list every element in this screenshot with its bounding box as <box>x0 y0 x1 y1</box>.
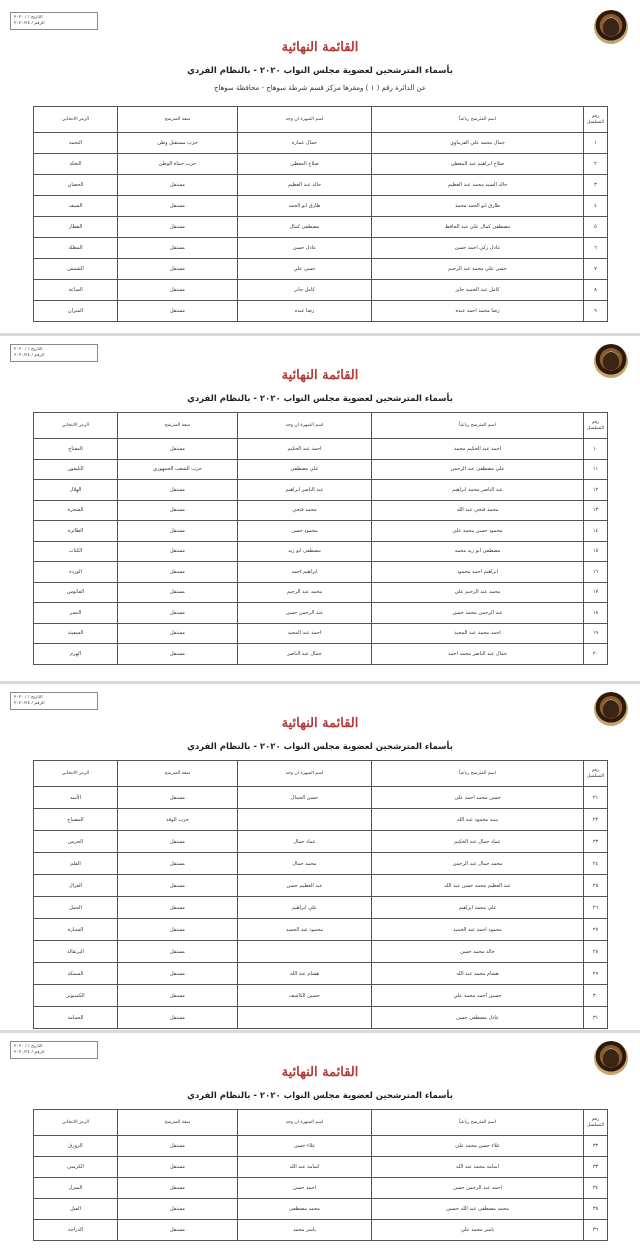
table-row <box>34 238 608 259</box>
column-header-no: رقم التسلسل <box>584 413 608 439</box>
election-symbol-cell: النجمة <box>34 133 118 154</box>
candidate-status-cell: مستقل <box>118 562 238 583</box>
page-title: القائمة النهائية <box>281 40 359 55</box>
election-symbol-cell: القطار <box>34 217 118 238</box>
election-symbol-cell: الحصان <box>34 175 118 196</box>
serial-number-cell: ١٢ <box>584 480 608 501</box>
nickname-cell: رضا عبده <box>238 301 372 322</box>
candidate-name-cell: عماد جمال عبد الحكيم <box>372 831 584 853</box>
column-header-nickname: اسم الشهرة ان وجد <box>238 107 372 133</box>
nickname-cell: محمد مصطفى <box>238 1199 372 1220</box>
election-symbol-cell: المفتاح <box>34 439 118 460</box>
document-page-3 <box>0 686 640 1026</box>
stamp-date: التاريخ / / ٢٠٢٠ <box>14 15 43 20</box>
nickname-cell: طارق ابو الحمد <box>238 196 372 217</box>
nickname-cell: عماد جمال <box>238 831 372 853</box>
table-row <box>34 1136 608 1157</box>
serial-number-cell: ٨ <box>584 280 608 301</box>
serial-number-cell: ١٦ <box>584 562 608 583</box>
nickname-cell: محمد عبد الرحيم <box>238 582 372 603</box>
candidate-status-cell: مستقل <box>118 217 238 238</box>
nickname-cell: محمد جمال <box>238 853 372 875</box>
candidate-status-cell: حزب حماة الوطن <box>118 154 238 175</box>
serial-number-cell: ٣٦ <box>584 1220 608 1241</box>
election-symbol-cell: المصباح <box>34 809 118 831</box>
page-subtitle: بأسماء المترشحين لعضوية مجلس النواب ٢٠٢٠ - بالنظام الفردي <box>187 66 453 76</box>
nickname-cell: حسن علي <box>238 259 372 280</box>
candidate-name-cell: سيد محمود عبد الله <box>372 809 584 831</box>
reference-stamp <box>10 1041 98 1059</box>
election-symbol-cell: السيف <box>34 196 118 217</box>
serial-number-cell: ٢٢ <box>584 809 608 831</box>
table-header-row <box>34 1110 608 1136</box>
candidate-name-cell: خالد السيد محمد عبد العظيم <box>372 175 584 196</box>
candidate-name-cell: احمد عبد الرحمن حسن <box>372 1178 584 1199</box>
table-row <box>34 919 608 941</box>
election-symbol-cell: الشجرة <box>34 500 118 521</box>
candidate-name-cell: احمد عبد الحكيم محمد <box>372 439 584 460</box>
serial-number-cell: ٣٠ <box>584 985 608 1007</box>
table-row <box>34 175 608 196</box>
election-symbol-cell: القلم <box>34 853 118 875</box>
reference-stamp <box>10 344 98 362</box>
page-separator <box>0 1030 640 1033</box>
candidates-table <box>33 106 608 322</box>
document-page-1 <box>0 0 640 330</box>
candidate-status-cell: مستقل <box>118 603 238 624</box>
nickname-cell: عادل حسن <box>238 238 372 259</box>
column-header-adjective: صفة المترشح <box>118 107 238 133</box>
page-subtitle: بأسماء المترشحين لعضوية مجلس النواب ٢٠٢٠ - بالنظام الفردي <box>187 1091 453 1101</box>
nickname-cell <box>238 941 372 963</box>
table-row <box>34 541 608 562</box>
candidate-name-cell: ابراهيم احمد محمود <box>372 562 584 583</box>
serial-number-cell: ٢٦ <box>584 897 608 919</box>
nickname-cell: عبد الرحمن حسن <box>238 603 372 624</box>
nickname-cell: مصطفى ابو زيد <box>238 541 372 562</box>
stamp-number: الرقم / ٢٠٢٠/٢٤ <box>14 700 45 706</box>
table-row <box>34 154 608 175</box>
table-row <box>34 196 608 217</box>
candidate-name-cell: مصطفى كمال علي عبد الحافظ <box>372 217 584 238</box>
column-header-no: رقم التسلسل <box>584 107 608 133</box>
candidate-name-cell: صلاح ابراهيم عبد المعطي <box>372 154 584 175</box>
nickname-cell: حسين الكاشف <box>238 985 372 1007</box>
candidate-status-cell: مستقل <box>118 831 238 853</box>
election-symbol-cell: النسر <box>34 603 118 624</box>
serial-number-cell: ٩ <box>584 301 608 322</box>
candidate-name-cell: عبد العظيم محمد حسن عبد الله <box>372 875 584 897</box>
candidate-name-cell: محمد عبد الرحيم علي <box>372 582 584 603</box>
nickname-cell: مصطفى كمال <box>238 217 372 238</box>
serial-number-cell: ٢٨ <box>584 941 608 963</box>
candidate-name-cell: جمال محمد علي الفرماوي <box>372 133 584 154</box>
table-row <box>34 301 608 322</box>
election-symbol-cell: الميزان <box>34 301 118 322</box>
election-symbol-cell: الهرم <box>34 644 118 665</box>
election-symbol-cell: الطائرة <box>34 521 118 542</box>
table-row <box>34 439 608 460</box>
table-row <box>34 1178 608 1199</box>
election-symbol-cell: الشمس <box>34 259 118 280</box>
serial-number-cell: ١٥ <box>584 541 608 562</box>
candidate-name-cell: حسن محمد احمد علي <box>372 787 584 809</box>
nickname-cell: هشام عبد الله <box>238 963 372 985</box>
candidate-status-cell: مستقل <box>118 985 238 1007</box>
candidate-status-cell: مستقل <box>118 280 238 301</box>
serial-number-cell: ٧ <box>584 259 608 280</box>
nickname-cell: عبد الناصر ابراهيم <box>238 480 372 501</box>
election-symbol-cell: الجمل <box>34 897 118 919</box>
table-row <box>34 562 608 583</box>
nickname-cell: اسامة عبد الله <box>238 1157 372 1178</box>
serial-number-cell: ٢٧ <box>584 919 608 941</box>
table-row <box>34 1007 608 1029</box>
candidate-name-cell: اسامة محمد عبد الله <box>372 1157 584 1178</box>
table-row <box>34 480 608 501</box>
candidate-status-cell: مستقل <box>118 439 238 460</box>
reference-stamp <box>10 692 98 710</box>
candidate-status-cell: حزب الوفد <box>118 809 238 831</box>
election-symbol-cell: النخلة <box>34 154 118 175</box>
column-header-no: رقم التسلسل <box>584 761 608 787</box>
candidate-status-cell: مستقل <box>118 853 238 875</box>
election-symbol-cell: الوردة <box>34 562 118 583</box>
table-header-row <box>34 413 608 439</box>
nickname-cell: حسن الجمال <box>238 787 372 809</box>
election-symbol-cell: السيارة <box>34 919 118 941</box>
candidate-status-cell: مستقل <box>118 238 238 259</box>
serial-number-cell: ١٣ <box>584 500 608 521</box>
serial-number-cell: ٢٠ <box>584 644 608 665</box>
stamp-date: التاريخ / / ٢٠٢٠ <box>14 347 43 352</box>
nickname-cell <box>238 1007 372 1029</box>
candidate-status-cell: مستقل <box>118 541 238 562</box>
election-symbol-cell: الهلال <box>34 480 118 501</box>
candidate-status-cell: مستقل <box>118 582 238 603</box>
nickname-cell: صلاح المعطي <box>238 154 372 175</box>
candidate-name-cell: هشام محمد عبد الله <box>372 963 584 985</box>
candidate-status-cell: مستقل <box>118 259 238 280</box>
candidate-name-cell: ياسر محمد علي <box>372 1220 584 1241</box>
table-row <box>34 603 608 624</box>
page-subtitle: بأسماء المترشحين لعضوية مجلس النواب ٢٠٢٠ - بالنظام الفردي <box>187 742 453 752</box>
table-row <box>34 459 608 480</box>
serial-number-cell: ١٠ <box>584 439 608 460</box>
candidate-status-cell: مستقل <box>118 196 238 217</box>
election-symbol-cell: المظلة <box>34 238 118 259</box>
candidate-name-cell: محمود حسن محمد علي <box>372 521 584 542</box>
serial-number-cell: ٢٥ <box>584 875 608 897</box>
candidate-name-cell: محمد مصطفى عبد الله حسين <box>372 1199 584 1220</box>
election-symbol-cell: السمكة <box>34 963 118 985</box>
serial-number-cell: ٢ <box>584 154 608 175</box>
candidate-name-cell: عبد الرحمن محمد حسن <box>372 603 584 624</box>
nickname-cell <box>238 809 372 831</box>
nickname-cell: ابراهيم احمد <box>238 562 372 583</box>
serial-number-cell: ٣٤ <box>584 1178 608 1199</box>
table-row <box>34 1157 608 1178</box>
nickname-cell: علاء حسن <box>238 1136 372 1157</box>
document-page-4 <box>0 1035 640 1250</box>
column-header-symbol: الرمز الانتخابي <box>34 1110 118 1136</box>
nickname-cell: علي ابراهيم <box>238 897 372 919</box>
table-header-row <box>34 107 608 133</box>
document-page-2 <box>0 338 640 673</box>
table-row <box>34 280 608 301</box>
election-symbol-cell: الجرس <box>34 831 118 853</box>
serial-number-cell: ٢٩ <box>584 963 608 985</box>
candidate-name-cell: حسين احمد محمد علي <box>372 985 584 1007</box>
candidate-name-cell: عبد الناصر محمد ابراهيم <box>372 480 584 501</box>
column-header-nickname: اسم الشهرة ان وجد <box>238 413 372 439</box>
candidate-status-cell: مستقل <box>118 1220 238 1241</box>
serial-number-cell: ٥ <box>584 217 608 238</box>
candidate-status-cell: مستقل <box>118 963 238 985</box>
candidate-status-cell: مستقل <box>118 787 238 809</box>
district-line: عن الدائرة رقم ( ١ ) ومقرها مركز قسم شرطة سوهاج - محافظة سوهاج <box>213 84 427 92</box>
column-header-adjective: صفة المترشح <box>118 1110 238 1136</box>
candidates-table <box>33 760 608 1029</box>
column-header-symbol: الرمز الانتخابي <box>34 413 118 439</box>
reference-stamp <box>10 12 98 30</box>
candidate-name-cell: حسن علي محمد عبد الرحيم <box>372 259 584 280</box>
serial-number-cell: ١٩ <box>584 623 608 644</box>
election-symbol-cell: الفيل <box>34 1199 118 1220</box>
candidate-name-cell: علي مصطفى عبد الرحمن <box>372 459 584 480</box>
table-row <box>34 831 608 853</box>
serial-number-cell: ٢١ <box>584 787 608 809</box>
serial-number-cell: ٦ <box>584 238 608 259</box>
candidate-status-cell: مستقل <box>118 919 238 941</box>
nickname-cell: جمال عمارة <box>238 133 372 154</box>
serial-number-cell: ٣ <box>584 175 608 196</box>
page-title: القائمة النهائية <box>281 716 359 731</box>
candidate-name-cell: كامل عبد الحميد جابر <box>372 280 584 301</box>
election-symbol-cell: الغزال <box>34 875 118 897</box>
nickname-cell: احمد حسن <box>238 1178 372 1199</box>
candidate-status-cell: مستقل <box>118 1007 238 1029</box>
candidate-status-cell: مستقل <box>118 175 238 196</box>
election-symbol-cell: السفينة <box>34 623 118 644</box>
table-row <box>34 787 608 809</box>
candidate-status-cell: مستقل <box>118 644 238 665</box>
nickname-cell: احمد عبد المجيد <box>238 623 372 644</box>
nickname-cell: محمد فتحي <box>238 500 372 521</box>
column-header-name: اسم المترشح رباعياً <box>372 1110 584 1136</box>
candidate-status-cell: مستقل <box>118 521 238 542</box>
candidate-status-cell: مستقل <box>118 1199 238 1220</box>
table-row <box>34 644 608 665</box>
candidate-name-cell: احمد محمد عبد المجيد <box>372 623 584 644</box>
stamp-number: الرقم / ٢٠٢٠/٢٤ <box>14 1049 45 1055</box>
serial-number-cell: ١٧ <box>584 582 608 603</box>
serial-number-cell: ١٤ <box>584 521 608 542</box>
nickname-cell: محمود حسن <box>238 521 372 542</box>
page-separator <box>0 681 640 684</box>
stamp-number: الرقم / ٢٠٢٠/٢٤ <box>14 352 45 358</box>
candidate-name-cell: مصطفى ابو زيد محمد <box>372 541 584 562</box>
column-header-nickname: اسم الشهرة ان وجد <box>238 761 372 787</box>
candidate-status-cell: مستقل <box>118 480 238 501</box>
election-symbol-cell: الكتاب <box>34 541 118 562</box>
nickname-cell: ياسر محمد <box>238 1220 372 1241</box>
election-symbol-cell: البرتقالة <box>34 941 118 963</box>
table-header-row <box>34 761 608 787</box>
table-row <box>34 1199 608 1220</box>
candidate-name-cell: رضا محمد احمد عبده <box>372 301 584 322</box>
election-symbol-cell: الأسد <box>34 787 118 809</box>
candidate-name-cell: خالد محمد حسن <box>372 941 584 963</box>
table-row <box>34 875 608 897</box>
table-row <box>34 941 608 963</box>
column-header-no: رقم التسلسل <box>584 1110 608 1136</box>
election-symbol-cell: الحمامة <box>34 1007 118 1029</box>
candidate-name-cell: محمد فتحي عبد الله <box>372 500 584 521</box>
candidate-status-cell: مستقل <box>118 301 238 322</box>
page-title: القائمة النهائية <box>281 368 359 383</box>
column-header-symbol: الرمز الانتخابي <box>34 107 118 133</box>
table-row <box>34 1220 608 1241</box>
serial-number-cell: ٢٣ <box>584 831 608 853</box>
emblem-logo-icon <box>594 10 628 44</box>
nickname-cell: احمد عبد الحكيم <box>238 439 372 460</box>
column-header-name: اسم المترشح رباعياً <box>372 413 584 439</box>
table-row <box>34 259 608 280</box>
candidate-name-cell: علاء حسن محمد علي <box>372 1136 584 1157</box>
column-header-name: اسم المترشح رباعياً <box>372 107 584 133</box>
table-row <box>34 217 608 238</box>
candidate-name-cell: محمد جمال عبد الرحمن <box>372 853 584 875</box>
serial-number-cell: ١٨ <box>584 603 608 624</box>
candidate-status-cell: مستقل <box>118 941 238 963</box>
serial-number-cell: ٢٤ <box>584 853 608 875</box>
election-symbol-cell: الكمبيوتر <box>34 985 118 1007</box>
election-symbol-cell: الساعة <box>34 280 118 301</box>
candidate-name-cell: عادل زكي احمد حسن <box>372 238 584 259</box>
candidate-status-cell: مستقل <box>118 500 238 521</box>
nickname-cell: خالد عبد العظيم <box>238 175 372 196</box>
table-row <box>34 809 608 831</box>
nickname-cell: محمود عبد الحميد <box>238 919 372 941</box>
candidate-status-cell: حزب مستقبل وطن <box>118 133 238 154</box>
table-row <box>34 963 608 985</box>
election-symbol-cell: الدراجة <box>34 1220 118 1241</box>
election-symbol-cell: المنزل <box>34 1178 118 1199</box>
candidate-status-cell: مستقل <box>118 1178 238 1199</box>
candidate-name-cell: عادل مصطفى حسن <box>372 1007 584 1029</box>
candidate-status-cell: مستقل <box>118 875 238 897</box>
election-symbol-cell: التليفون <box>34 459 118 480</box>
table-row <box>34 582 608 603</box>
election-symbol-cell: الزورق <box>34 1136 118 1157</box>
serial-number-cell: ٣٥ <box>584 1199 608 1220</box>
election-symbol-cell: الفانوس <box>34 582 118 603</box>
serial-number-cell: ٣٢ <box>584 1136 608 1157</box>
candidate-name-cell: جمال عبد الناصر محمد احمد <box>372 644 584 665</box>
serial-number-cell: ٣٣ <box>584 1157 608 1178</box>
column-header-symbol: الرمز الانتخابي <box>34 761 118 787</box>
serial-number-cell: ٣١ <box>584 1007 608 1029</box>
election-symbol-cell: الكرسي <box>34 1157 118 1178</box>
table-row <box>34 985 608 1007</box>
serial-number-cell: ١١ <box>584 459 608 480</box>
stamp-number: الرقم / ٢٠٢٠/٢٤ <box>14 20 45 26</box>
table-row <box>34 853 608 875</box>
candidates-table <box>33 1109 608 1241</box>
nickname-cell: علي مصطفى <box>238 459 372 480</box>
nickname-cell: عبد العظيم حسن <box>238 875 372 897</box>
page-subtitle: بأسماء المترشحين لعضوية مجلس النواب ٢٠٢٠ - بالنظام الفردي <box>187 394 453 404</box>
nickname-cell: جمال عبد الناصر <box>238 644 372 665</box>
table-row <box>34 897 608 919</box>
column-header-nickname: اسم الشهرة ان وجد <box>238 1110 372 1136</box>
stamp-date: التاريخ / / ٢٠٢٠ <box>14 695 43 700</box>
candidate-status-cell: حزب الشعب الجمهوري <box>118 459 238 480</box>
page-separator <box>0 333 640 336</box>
candidate-status-cell: مستقل <box>118 1157 238 1178</box>
candidate-name-cell: علي محمد ابراهيم <box>372 897 584 919</box>
column-header-name: اسم المترشح رباعياً <box>372 761 584 787</box>
table-row <box>34 500 608 521</box>
column-header-adjective: صفة المترشح <box>118 413 238 439</box>
candidate-status-cell: مستقل <box>118 1136 238 1157</box>
nickname-cell: كامل جابر <box>238 280 372 301</box>
candidate-name-cell: طارق ابو الحمد محمد <box>372 196 584 217</box>
table-row <box>34 521 608 542</box>
stamp-date: التاريخ / / ٢٠٢٠ <box>14 1044 43 1049</box>
serial-number-cell: ١ <box>584 133 608 154</box>
candidate-status-cell: مستقل <box>118 623 238 644</box>
candidates-table <box>33 412 608 665</box>
page-title: القائمة النهائية <box>281 1065 359 1080</box>
candidate-name-cell: محمود احمد عبد الحميد <box>372 919 584 941</box>
table-row <box>34 133 608 154</box>
serial-number-cell: ٤ <box>584 196 608 217</box>
table-row <box>34 623 608 644</box>
column-header-adjective: صفة المترشح <box>118 761 238 787</box>
candidate-status-cell: مستقل <box>118 897 238 919</box>
